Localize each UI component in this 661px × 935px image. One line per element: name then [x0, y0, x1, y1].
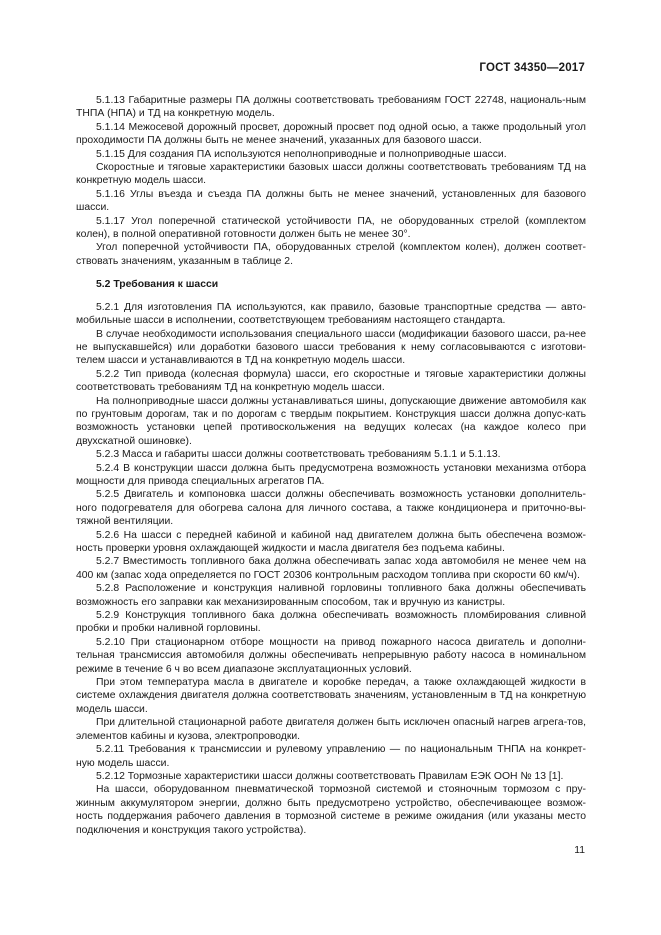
section-heading: 5.2 Требования к шасси: [96, 279, 219, 291]
clause-5-1-13: 5.1.13 Габаритные размеры ПА должны соответствовать требованиям ГОСТ 22748, националь-ным ТНПА (НПА) и ТД на конкретную модель.: [76, 95, 586, 120]
clause-5-1-16: 5.1.16 Углы въезда и съезда ПА должны быть не менее значений, установленных для базового шасси.: [76, 188, 586, 214]
clause-5-2-3: 5.2.3 Масса и габариты шасси должны соответствовать требованиям 5.1.1 и 5.1.13.: [96, 449, 501, 461]
paragraph: В случае необходимости использования специального шасси (модификации базового шасси, ра-нее не выпускавшейся) или доработки базового шасси требования к нему согласовываются с изготови-телем шасси и устанавливаются в ТД на конкретную модель шасси.: [76, 328, 586, 367]
clause-5-2-5: 5.2.5 Двигатель и компоновка шасси должны обеспечивать возможность установки дополнитель-ного подогревателя для обогрева салона для личного состава, а также кондиционера и приточно-вы-тяжной вентиляции.: [76, 489, 586, 528]
clause-5-2-1: 5.2.1 Для изготовления ПА используются, как правило, базовые транспортные средства — авто-мобильные шасси в исполнении, соответствующем требованиям настоящего стандарта.: [76, 301, 586, 327]
clause-5-2-8: 5.2.8 Расположение и конструкция наливной горловины топливного бака должны обеспечивать возможность его заправки как механизированным способом, так и вручную из канистры.: [76, 583, 586, 608]
paragraph: Угол поперечной устойчивости ПА, оборудованных стрелой (комплектом колен), должен соответ-ствовать значениям, указанным в таблице 2.: [76, 242, 586, 267]
standard-number: ГОСТ 34350—2017: [479, 62, 585, 74]
clause-5-2-12: 5.2.12 Тормозные характеристики шасси должны соответствовать Правилам ЕЭК ООН № 13 [1].: [96, 770, 564, 782]
clause-5-2-9: 5.2.9 Конструкция топливного бака должна обеспечивать возможность пломбирования сливной пробки и пробки наливной горловины.: [76, 610, 586, 635]
clause-5-2-10: 5.2.10 При стационарном отборе мощности на привод пожарного насоса двигатель и дополни-тельная трансмиссия автомобиля должны обеспечивать непрерывную работу насоса в номинальном режиме в течение 6 ч во всем диапазоне эксплуатационных условий.: [76, 636, 586, 675]
paragraph: При этом температура масла в двигателе и коробке передач, а также охлаждающей жидкости в системе охлаждения двигателя должна соответствовать значениям, установленным в ТД на конкретную модель шасси.: [76, 677, 586, 715]
paragraph: На шасси, оборудованном пневматической тормозной системой и стояночным тормозом с пру-жинным аккумулятором энергии, должно быть предусмотрено устройство, обеспечивающее возмож-ность поддержания рабочего давления в тормозной системе в режиме ожидания (или указаны место подключения и конструкция такого устройства).: [76, 784, 586, 836]
clause-5-2-6: 5.2.6 На шасси с передней кабиной и кабиной над двигателем должна быть обеспечена возмож-ность проверки уровня охлаждающей жидкости и масла двигателя без подъема кабины.: [76, 529, 586, 554]
clause-5-2-2: 5.2.2 Тип привода (колесная формула) шасси, его скоростные и тяговые характеристики должны соответствовать требованиям ТД на конкретную модель шасси.: [76, 368, 586, 394]
paragraph: Скоростные и тяговые характеристики базовых шасси должны соответствовать требованиям ТД на конкретную модель шасси.: [76, 162, 586, 187]
clause-5-1-15: 5.1.15 Для создания ПА используются неполноприводные и полноприводные шасси.: [96, 148, 507, 160]
clause-5-1-17: 5.1.17 Угол поперечной статической устойчивости ПА, не оборудованных стрелой (комплектом колен), в полной оперативной готовности должен быть не менее 30°.: [76, 215, 586, 241]
document-body: [76, 94, 586, 837]
clause-5-2-7: 5.2.7 Вместимость топливного бака должна обеспечивать запас хода автомобиля не менее чем на 400 км (запас хода определяется по ГОСТ 20306 контрольным расходом топлива при скорости 60 км/ч).: [76, 556, 586, 581]
paragraph: При длительной стационарной работе двигателя должен быть исключен опасный нагрев агрега-тов, элементов кабины и кузова, электропроводки.: [76, 717, 586, 742]
page-number: 11: [574, 845, 585, 856]
paragraph: На полноприводные шасси должны устанавливаться шины, допускающие движение автомобиля как по грунтовым дорогам, так и по дорогам с твердым покрытием. Конструкция шасси должна допус-кать возможность установки цепей противоскольжения на ведущих колесах (на каждое колесо при двухскатной ошиновке).: [76, 395, 586, 447]
clause-5-2-11: 5.2.11 Требования к трансмиссии и рулевому управлению — по национальным ТНПА на конкрет-ную модель шасси.: [76, 744, 586, 769]
clause-5-2-4: 5.2.4 В конструкции шасси должна быть предусмотрена возможность установки механизма отбора мощности для привода специальных агрегатов ПА.: [76, 462, 586, 487]
clause-5-1-14: 5.1.14 Межосевой дорожный просвет, дорожный просвет под одной осью, а также продольный угол проходимости ПА должны быть не менее значений, указанных для базового шасси.: [76, 121, 586, 147]
